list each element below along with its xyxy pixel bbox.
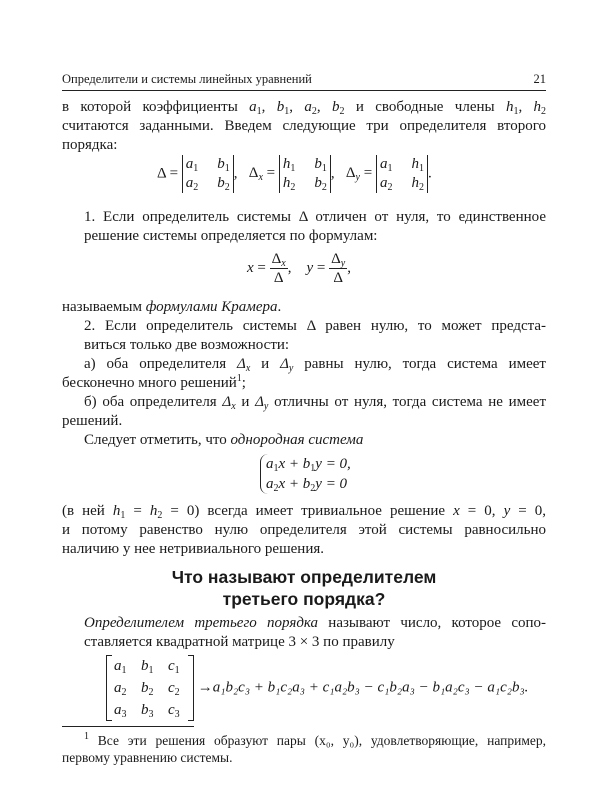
paragraph-line: виться только две возможности: bbox=[84, 337, 290, 353]
term-cramer-formulas: формулами Крамера bbox=[145, 299, 278, 315]
determinant-entry: $h_1$ bbox=[282, 156, 296, 174]
fraction-y: $\frac{\Delta_y}{\Delta}$ bbox=[331, 251, 346, 286]
determinant-delta bbox=[182, 155, 234, 193]
math-variable: h bbox=[505, 99, 514, 115]
matrix-row bbox=[114, 677, 186, 699]
paragraph-line: решение системы определяется по формулам: bbox=[84, 228, 378, 244]
term-third-order-determinant: Определителем третьего порядка bbox=[84, 615, 319, 631]
math-variable: b bbox=[331, 99, 340, 115]
math-variable: b bbox=[276, 99, 285, 115]
footnote: $^1$ Все эти решения образуют пары (x₀, y₀), удовлетворяющие, например, первому уравнению системы. bbox=[62, 731, 546, 765]
footnote-rule bbox=[62, 726, 194, 727]
determinant-entry: $b_2$ bbox=[314, 175, 327, 193]
arrow-icon: → bbox=[197, 679, 213, 696]
determinant-row bbox=[380, 174, 424, 193]
matrix-entry: $a_3$ bbox=[114, 702, 127, 720]
determinant-delta-y bbox=[376, 155, 428, 193]
paragraph-line: 1. Если определитель системы Δ отличен от нуля, то единственное bbox=[84, 209, 546, 225]
paragraph-cramer-name: называемым формулами Крамера. bbox=[62, 299, 282, 315]
matrix-entry: $c_2$ bbox=[168, 680, 180, 698]
matrix-3x3 bbox=[106, 655, 194, 721]
determinant-row bbox=[186, 155, 230, 174]
matrix-entry: $b_2$ bbox=[141, 680, 154, 698]
paragraph-homogeneous: Следует отметить, что однородная система bbox=[84, 432, 364, 448]
paragraph-rule-2 bbox=[62, 317, 546, 355]
system-equation: $a_1x + b_1y = 0$, bbox=[266, 456, 351, 474]
cramer-formulas: x = $\frac{\Delta_x}{\Delta}$ , y = $\frac{\Delta_y}{\Delta}$ , bbox=[247, 251, 351, 286]
paragraph-case-a: а) оба определителя $\Delta_x$ и $\Delta_y$ равны нулю, тогда система имеет бесконечно много решений$^1$; bbox=[62, 356, 546, 391]
paragraph-case-b: б) оба определителя $\Delta_x$ и $\Delta_y$ отличны от нуля, тогда система не имеет решений. bbox=[62, 394, 546, 429]
matrix-entry: $b_1$ bbox=[141, 658, 154, 676]
second-order-determinants: Δ = $a_1$ $b_1$ $a_2$ $b_2$ , $\Delta_x$ = $h_1$ $b_1$ $h_2$ $b_2$ , $\Delta_y$ = $a_1$ $h_1$ $a_2$ $h_2$ . bbox=[157, 156, 432, 193]
delta-x-label: $\Delta_x$ = bbox=[248, 165, 276, 184]
paragraph-line: в которой коэффициенты $a_1$, $b_1$, $a_2$, $b_2$ и свободные члены $h_1$, $h_2$ bbox=[62, 99, 547, 117]
expansion-formula: a₁b₂c₃ + b₁c₂a₃ + c₁a₂b₃ − c₁b₂a₃ − b₁a₂c₃ − a₁c₂b₃. bbox=[212, 679, 529, 696]
determinant-row bbox=[380, 155, 424, 174]
system-brace bbox=[260, 454, 351, 494]
determinant-entry: $b_1$ bbox=[314, 156, 327, 174]
running-head bbox=[62, 72, 546, 87]
matrix-entry: $c_3$ bbox=[168, 702, 180, 720]
determinant-entry: $b_2$ bbox=[217, 175, 230, 193]
section-heading: Что называют определителем третьего порядка? bbox=[171, 567, 437, 609]
footnote-ref[interactable]: 1 bbox=[236, 373, 242, 384]
math-variable: h bbox=[533, 99, 542, 115]
header-rule bbox=[62, 90, 546, 91]
term-homogeneous-system: однородная система bbox=[230, 432, 364, 448]
paragraph-coefficients bbox=[62, 98, 546, 155]
determinant-entry: $a_2$ bbox=[379, 175, 393, 193]
determinant-row bbox=[283, 174, 327, 193]
paragraph-trivial-solution: (в ней $h_1 = h_2 = 0$) всегда имеет тривиальное решение x = 0, y = 0, и потому равенство нулю определителя этой системы равносильно наличию у нее нетривиального решения. bbox=[62, 503, 547, 557]
matrix-entry: $b_3$ bbox=[141, 702, 154, 720]
paragraph-rule-1 bbox=[62, 208, 546, 246]
determinant-entry: $h_2$ bbox=[282, 175, 296, 193]
system-equation: $a_2x + b_2y = 0$ bbox=[266, 476, 348, 494]
paragraph-line: порядка: bbox=[62, 137, 118, 153]
determinant-entry: $h_1$ bbox=[411, 156, 424, 174]
determinant-delta-x bbox=[279, 155, 331, 193]
fraction-x: $\frac{\Delta_x}{\Delta}$ bbox=[271, 251, 286, 286]
math-variable: a bbox=[249, 99, 257, 115]
delta-label: Δ = bbox=[157, 165, 179, 182]
matrix-entry: $a_2$ bbox=[114, 680, 127, 698]
determinant-row bbox=[283, 155, 327, 174]
paragraph-line: считаются заданными. Введем следующие три определителя второго bbox=[62, 118, 546, 134]
determinant-entry: $h_2$ bbox=[411, 175, 424, 193]
determinant-entry: $b_1$ bbox=[217, 156, 230, 174]
homogeneous-system bbox=[260, 454, 351, 494]
matrix-row bbox=[114, 699, 186, 721]
determinant-entry: $a_1$ bbox=[379, 156, 393, 174]
matrix-entry: $a_1$ bbox=[114, 658, 127, 676]
page-number: 21 bbox=[533, 72, 546, 86]
paragraph-third-order-definition: Определителем третьего порядка называют число, которое сопо- ставляется квадратной матрице 3 × 3 по правилу bbox=[84, 615, 546, 650]
running-head-title: Определители и системы линейных уравнений bbox=[62, 72, 312, 86]
determinant-entry: $a_2$ bbox=[185, 175, 199, 193]
delta-y-label: $\Delta_y$ = bbox=[345, 165, 373, 184]
determinant-row bbox=[186, 174, 230, 193]
third-order-rule bbox=[106, 655, 528, 721]
book-page bbox=[62, 0, 546, 800]
matrix-entry: $c_1$ bbox=[168, 658, 180, 676]
determinant-entry: $a_1$ bbox=[185, 156, 199, 174]
paragraph-line: 2. Если определитель системы Δ равен нулю, то может предста- bbox=[84, 318, 546, 334]
matrix-row bbox=[114, 655, 186, 677]
math-variable: a bbox=[304, 99, 312, 115]
